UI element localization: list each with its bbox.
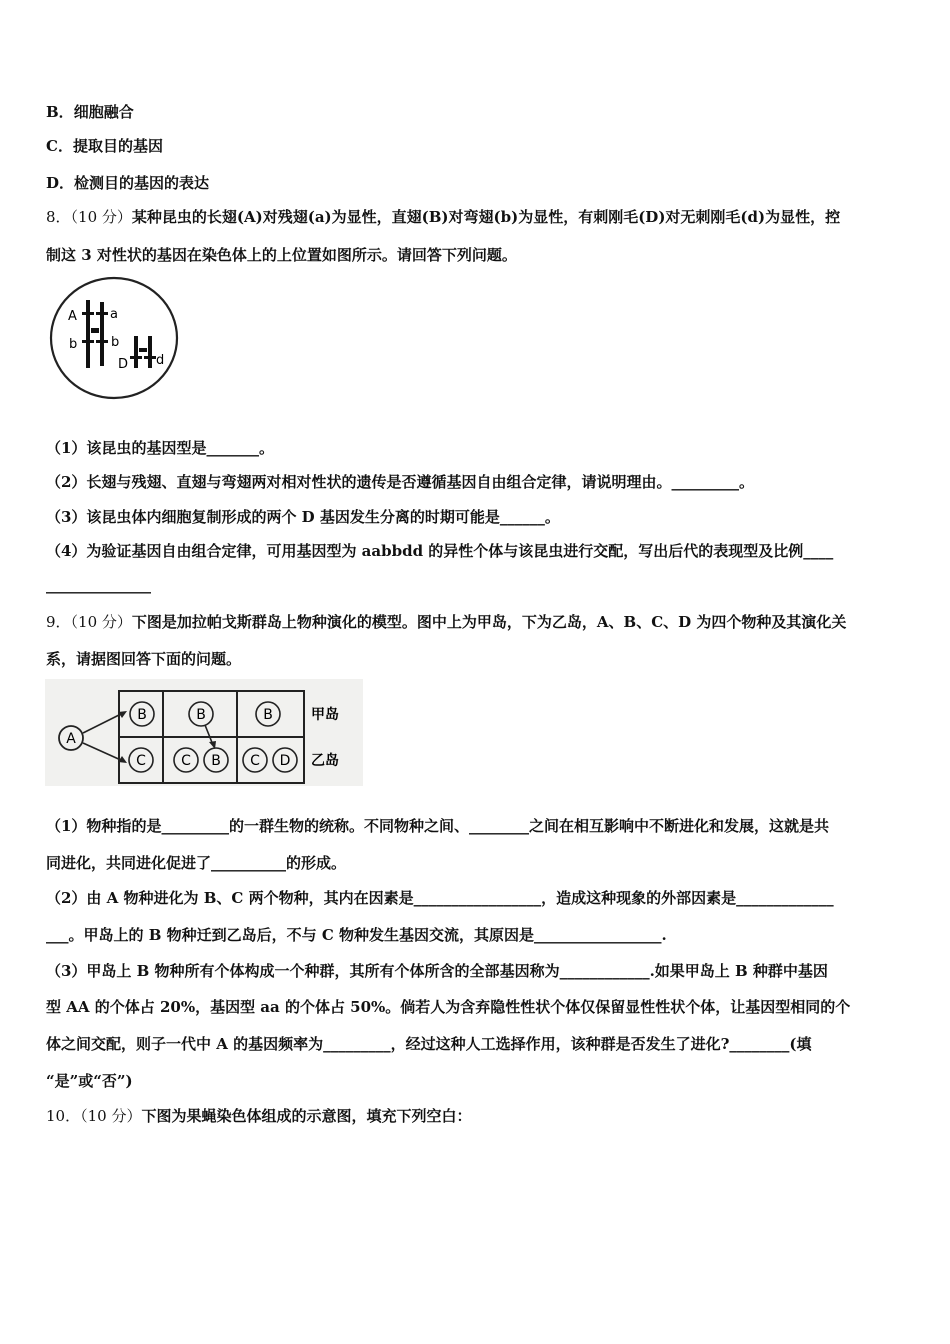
q9-evolution-figure [45, 679, 363, 786]
chromosome-pair-1 [88, 300, 102, 368]
q9-sub1-line1: （1）物种指的是_________的一群生物的统称。不同物种之间、________之间在相互影响中不断进化和发展，这就是共 [46, 817, 829, 835]
q8-stem-line2: 制这 3 对性状的基因在染色体上的上位置如图所示。请回答下列问题。 [46, 246, 517, 264]
q9-stem-line1: 9．（10 分）下图是加拉帕戈斯群岛上物种演化的模型。图中上为甲岛，下为乙岛，A、B、C、D 为四个物种及其演化关 [46, 613, 847, 631]
q8-sub2: （2）长翅与残翅、直翅与弯翅两对相对性状的遗传是否遵循基因自由组合定律，请说明理由。_________。 [46, 473, 754, 491]
bottom-species-1: C [136, 753, 146, 769]
q9-sub3-line3: 体之间交配，则子一代中 A 的基因频率为_________，经过这种人工选择作用，该种群是否发生了进化?________(填 [46, 1035, 812, 1053]
q9-number: 9．（10 分） [46, 613, 132, 631]
q8-stem-line1: 8．（10 分）某种昆虫的长翅(A)对残翅(a)为显性，直翅(B)对弯翅(b)为显性，有刺刚毛(D)对无刺刚毛(d)为显性，控 [46, 208, 841, 226]
q9-sub3-line4: “是”或“否”) [46, 1072, 133, 1090]
q8-chromosome-figure [48, 276, 180, 401]
label-b-right: b [111, 335, 120, 350]
q9-sub3-line1: （3）甲岛上 B 物种所有个体构成一个种群，其所有个体所含的全部基因称为____________.如果甲岛上 B 种群中基因 [46, 962, 828, 980]
top-species-3: B [263, 707, 273, 723]
bottom-species-2: C [181, 753, 191, 769]
label-A: A [68, 309, 77, 324]
island-bottom-label: 乙岛 [311, 753, 339, 769]
bottom-species-3: B [211, 753, 221, 769]
label-b-left: b [69, 337, 78, 352]
bottom-species-4: C [250, 753, 260, 769]
q8-sub1: （1）该昆虫的基因型是_______。 [46, 439, 274, 457]
q10-number: 10．（10 分） [46, 1107, 142, 1125]
q9-sub2-line1: （2）由 A 物种进化为 B、C 两个物种，其内在因素是_________________，造成这种现象的外部因素是_____________ [46, 889, 834, 907]
q8-number: 8．（10 分） [46, 208, 132, 226]
top-species-2: B [196, 707, 206, 723]
label-d: d [156, 353, 165, 368]
q8-sub3: （3）该昆虫体内细胞复制形成的两个 D 基因发生分离的时期可能是______。 [46, 508, 560, 526]
option-b: B．细胞融合 [46, 103, 134, 121]
q9-stem-line2: 系，请据图回答下面的问题。 [46, 650, 242, 668]
q9-sub3-line2: 型 AA 的个体占 20%，基因型 aa 的个体占 50%。倘若人为含弃隐性性状个体仅保留显性性状个体，让基因型相同的个 [46, 998, 851, 1016]
species-a-origin: A [66, 731, 76, 747]
top-species-1: B [137, 707, 147, 723]
label-D: D [118, 357, 129, 372]
q9-sub1-line2: 同进化，共同进化促进了__________的形成。 [46, 854, 347, 872]
bottom-species-5: D [279, 753, 291, 769]
option-d: D．检测目的基因的表达 [46, 174, 210, 192]
option-c: C．提取目的基因 [46, 137, 163, 155]
q8-sub4-line2: ______________ [46, 576, 151, 594]
q10-stem: 10．（10 分）下图为果蝇染色体组成的示意图，填充下列空白： [46, 1107, 472, 1125]
q8-sub4-line1: （4）为验证基因自由组合定律，可用基因型为 aabbdd 的异性个体与该昆虫进行交配，写出后代的表现型及比例____ [46, 542, 834, 560]
label-a: a [110, 307, 118, 322]
island-top-label: 甲岛 [311, 707, 339, 723]
q9-sub2-line2: ___。甲岛上的 B 物种迁到乙岛后，不与 C 物种发生基因交流，其原因是_________________. [46, 926, 667, 944]
